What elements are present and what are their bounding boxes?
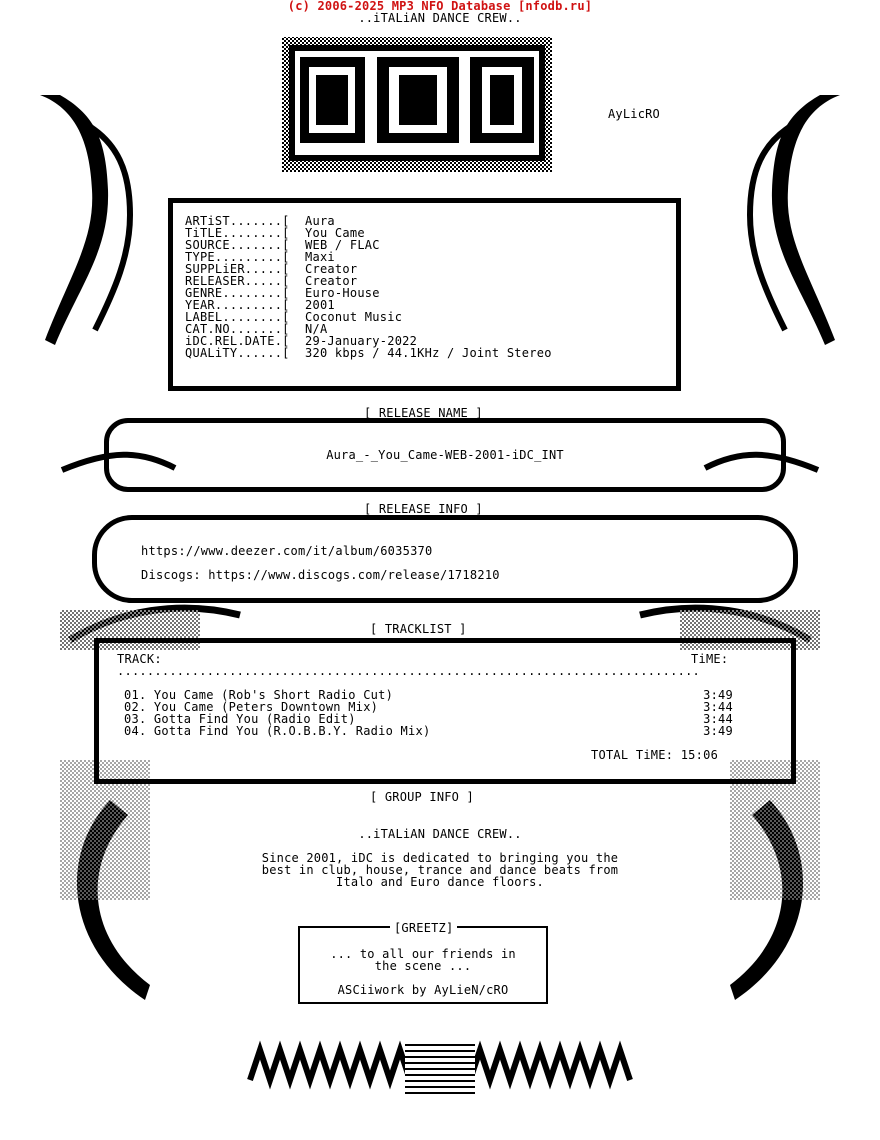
release-details-content — [185, 215, 552, 359]
release-info-discogs: Discogs: https://www.discogs.com/release/1718210 — [141, 568, 500, 582]
info-value: 2001 — [305, 298, 335, 312]
group-text-line-3: Italo and Euro dance floors. — [336, 875, 544, 889]
info-key: LABEL........[ — [185, 310, 290, 324]
track-time: 3:44 — [703, 700, 733, 714]
info-value: Aura — [305, 214, 335, 228]
tracklist-box — [94, 638, 796, 784]
info-value: WEB / FLAC — [305, 238, 380, 252]
info-row — [185, 347, 552, 359]
info-value: Euro-House — [305, 286, 380, 300]
info-value: Creator — [305, 274, 358, 288]
info-key: iDC.REL.DATE.[ — [185, 334, 290, 348]
tracklist-time-label: TiME: — [691, 652, 729, 666]
info-key: SUPPLiER.....[ — [185, 262, 290, 276]
artist-signature: AyLicRO — [608, 107, 660, 121]
info-key: SOURCE.......[ — [185, 238, 290, 252]
track-title: 04. Gotta Find You (R.O.B.B.Y. Radio Mix) — [124, 724, 431, 738]
group-info-area — [110, 806, 770, 1016]
info-value: 320 kbps / 44.1KHz / Joint Stereo — [305, 346, 552, 360]
tracklist-times — [693, 689, 733, 737]
release-name-box — [104, 418, 786, 492]
group-crew: ..iTALiAN DANCE CREW.. — [358, 827, 522, 841]
info-key: TiTLE........[ — [185, 226, 290, 240]
crew-tagline-top: ..iTALiAN DANCE CREW.. — [358, 11, 522, 25]
idc-logo-art — [282, 37, 552, 172]
info-value: Coconut Music — [305, 310, 403, 324]
info-key: RELEASER.....[ — [185, 274, 290, 288]
release-details-box — [168, 198, 681, 391]
info-value: Maxi — [305, 250, 335, 264]
track-title: 03. Gotta Find You (Radio Edit) — [124, 712, 356, 726]
release-info-box — [92, 515, 798, 603]
tracklist-total: TOTAL TiME: 15:06 — [591, 748, 719, 762]
info-key: CAT.NO.......[ — [185, 322, 290, 336]
track-time: 3:44 — [703, 712, 733, 726]
group-text-line-1: Since 2001, iDC is dedicated to bringing you the — [261, 851, 619, 865]
bottom-wave-art — [240, 1030, 640, 1100]
track-time: 3:49 — [703, 724, 733, 738]
info-key: TYPE.........[ — [185, 250, 290, 264]
info-key: QUALiTY......[ — [185, 346, 290, 360]
track-title: 02. You Came (Peters Downtown Mix) — [124, 700, 379, 714]
info-key: ARTiST.......[ — [185, 214, 290, 228]
release-name-value: Aura_-_You_Came-WEB-2001-iDC_INT — [326, 448, 564, 462]
group-text-line-2: best in club, house, trance and dance beats from — [261, 863, 619, 877]
section-title-release-name: [ RELEASE NAME ] — [360, 407, 487, 419]
track-time: 3:49 — [703, 688, 733, 702]
info-key: YEAR.........[ — [185, 298, 290, 312]
greetz-box — [298, 921, 548, 1004]
greetz-line-1: ... to all our friends in — [330, 947, 516, 961]
greetz-title: [GREETZ] — [390, 922, 457, 934]
info-value: You Came — [305, 226, 365, 240]
info-key: GENRE........[ — [185, 286, 290, 300]
copyright-header: (c) 2006-2025 MP3 NFO Database [nfodb.ru] — [287, 0, 593, 13]
tracklist-rows — [124, 689, 430, 737]
section-title-tracklist: [ TRACKLIST ] — [366, 623, 471, 635]
section-title-group-info: [ GROUP INFO ] — [366, 791, 478, 803]
release-info-url: https://www.deezer.com/it/album/6035370 — [141, 544, 433, 558]
tracklist-divider-dots: .............................................................................. — [117, 664, 701, 678]
section-title-release-info: [ RELEASE INFO ] — [360, 503, 487, 515]
info-value: Creator — [305, 262, 358, 276]
track-row — [124, 725, 430, 737]
greetz-line-2: the scene ... — [374, 959, 472, 973]
tracklist-track-label: TRACK: — [117, 652, 162, 666]
greetz-credit: ASCiiwork by AyLieN/cRO — [337, 983, 509, 997]
info-value: N/A — [305, 322, 328, 336]
track-title: 01. You Came (Rob's Short Radio Cut) — [124, 688, 394, 702]
info-value: 29-January-2022 — [305, 334, 418, 348]
